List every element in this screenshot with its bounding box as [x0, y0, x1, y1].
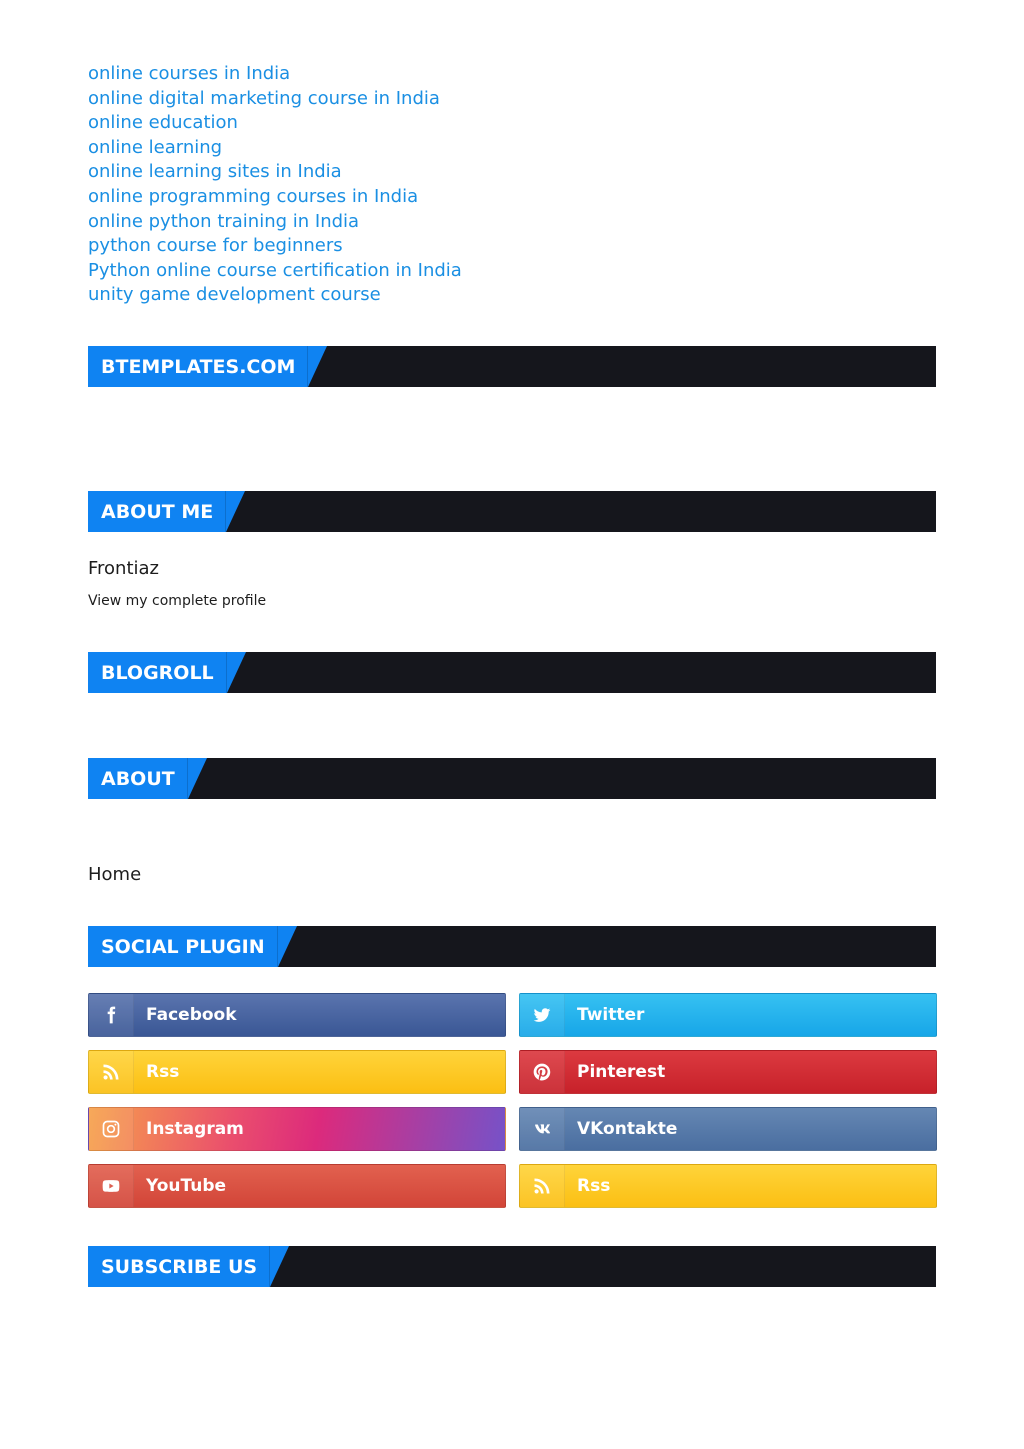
label-link[interactable]: online digital marketing course in India [88, 87, 440, 109]
facebook-icon [89, 994, 134, 1036]
list-item [88, 234, 462, 259]
labels-list [88, 62, 462, 308]
list-item [88, 62, 462, 87]
list-item [88, 111, 462, 136]
label-link[interactable]: unity game development course [88, 284, 381, 306]
list-item [88, 160, 462, 185]
label-link[interactable]: online courses in India [88, 63, 291, 84]
pinterest-icon [520, 1051, 565, 1093]
button-label: Rss [577, 1176, 611, 1196]
widget-title: BTEMPLATES.COM [88, 346, 308, 387]
label-link[interactable]: online python training in India [88, 210, 360, 232]
vkontakte-button[interactable] [519, 1107, 937, 1151]
instagram-icon [89, 1108, 134, 1150]
list-item [88, 283, 462, 308]
label-link[interactable]: online education [88, 112, 238, 134]
widget-title: ABOUT [88, 758, 188, 799]
pinterest-button[interactable] [519, 1050, 937, 1094]
twitter-icon [520, 994, 565, 1036]
widget-header-btemplates [88, 346, 936, 387]
instagram-button[interactable] [88, 1107, 506, 1151]
rss-button[interactable] [519, 1164, 937, 1208]
list-item [88, 185, 462, 210]
youtube-button[interactable] [88, 1164, 506, 1208]
widget-header-about-me [88, 491, 936, 532]
rss-icon [520, 1165, 565, 1207]
profile-name[interactable]: Frontiaz [88, 558, 160, 579]
vk-icon [520, 1108, 565, 1150]
list-item [88, 87, 462, 112]
twitter-button[interactable] [519, 993, 937, 1037]
widget-header-social-plugin [88, 926, 936, 967]
widget-title: SOCIAL PLUGIN [88, 926, 278, 967]
label-link[interactable]: online programming courses in India [88, 185, 419, 207]
list-item [88, 210, 462, 235]
button-label: Rss [146, 1062, 180, 1082]
widget-title: ABOUT ME [88, 491, 226, 532]
label-link[interactable]: online learning [88, 136, 223, 158]
list-item [88, 136, 462, 161]
button-label: Twitter [577, 1005, 645, 1025]
label-link[interactable]: online learning sites in India [88, 161, 342, 183]
youtube-icon [89, 1165, 134, 1207]
label-link[interactable]: python course for beginners [88, 235, 343, 257]
widget-title: SUBSCRIBE US [88, 1246, 270, 1287]
button-label: Facebook [146, 1005, 237, 1025]
view-profile-link[interactable]: View my complete profile [88, 593, 267, 609]
rss-icon [89, 1051, 134, 1093]
home-link[interactable]: Home [88, 864, 142, 885]
facebook-button[interactable] [88, 993, 506, 1037]
widget-header-about [88, 758, 936, 799]
label-link[interactable]: Python online course certification in India [88, 259, 462, 281]
button-label: YouTube [146, 1176, 227, 1196]
rss-button[interactable] [88, 1050, 506, 1094]
button-label: VKontakte [577, 1119, 678, 1139]
widget-header-subscribe [88, 1246, 936, 1287]
button-label: Instagram [146, 1119, 244, 1139]
widget-title: BLOGROLL [88, 652, 227, 693]
widget-header-blogroll [88, 652, 936, 693]
list-item [88, 259, 462, 284]
button-label: Pinterest [577, 1062, 666, 1082]
